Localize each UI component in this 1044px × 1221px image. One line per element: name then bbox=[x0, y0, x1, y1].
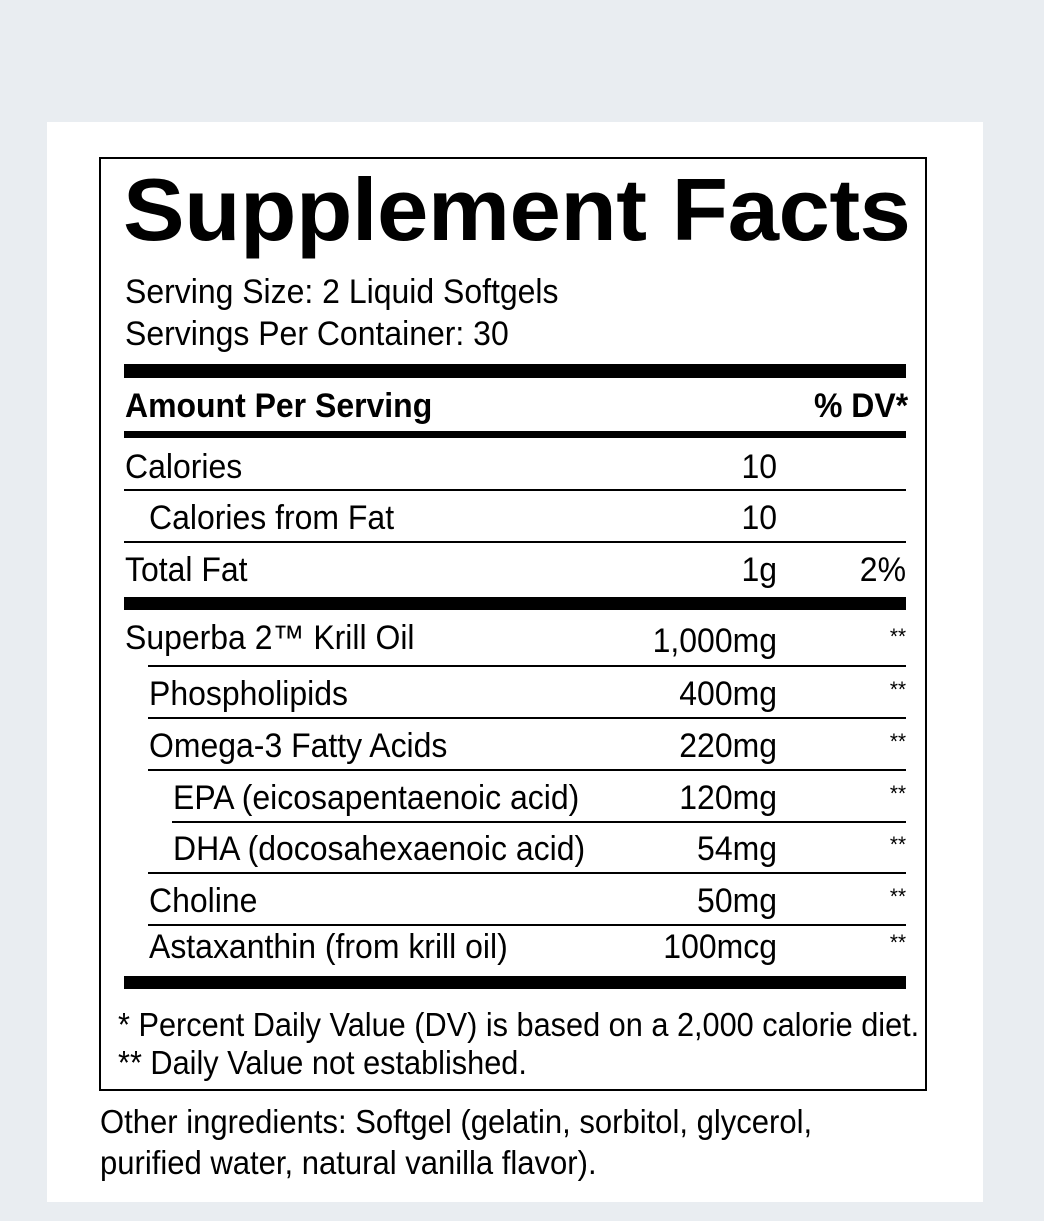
thick-divider-middle bbox=[124, 597, 906, 610]
ingredient-name-dha: DHA (docosahexaenoic acid) bbox=[173, 830, 586, 868]
ingredient-name-phospholipids: Phospholipids bbox=[149, 675, 349, 713]
medium-divider bbox=[124, 431, 906, 438]
row-divider bbox=[148, 769, 906, 771]
other-ingredients-line-2: purified water, natural vanilla flavor). bbox=[100, 1144, 597, 1181]
row-divider bbox=[148, 665, 906, 667]
ingredient-amount-epa: 120mg bbox=[679, 779, 777, 817]
ingredient-amount-dha: 54mg bbox=[697, 830, 777, 868]
ingredient-name-krill-oil: Superba 2™ Krill Oil bbox=[125, 619, 415, 657]
ingredient-dv-omega-3: ** bbox=[889, 729, 906, 754]
footnote-percent-dv: * Percent Daily Value (DV) is based on a 2,000 calorie diet. bbox=[118, 1006, 920, 1043]
nutrient-amount-calories: 10 bbox=[741, 448, 777, 486]
ingredient-amount-omega-3: 220mg bbox=[679, 727, 777, 765]
row-divider bbox=[148, 872, 906, 874]
nutrient-dv-total-fat: 2% bbox=[859, 551, 906, 589]
ingredient-name-epa: EPA (eicosapentaenoic acid) bbox=[173, 779, 580, 817]
amount-per-serving-header: Amount Per Serving bbox=[125, 387, 433, 425]
ingredient-dv-dha: ** bbox=[889, 832, 906, 857]
row-divider bbox=[172, 821, 906, 823]
thick-divider-bottom bbox=[124, 976, 906, 989]
percent-dv-header: % DV* bbox=[813, 387, 908, 425]
other-ingredients-line-1: Other ingredients: Softgel (gelatin, sorbitol, glycerol, bbox=[100, 1103, 813, 1140]
ingredient-dv-phospholipids: ** bbox=[889, 677, 906, 702]
row-divider bbox=[148, 717, 906, 719]
ingredient-dv-choline: ** bbox=[889, 884, 906, 909]
serving-size: Serving Size: 2 Liquid Softgels bbox=[125, 273, 559, 311]
ingredient-amount-phospholipids: 400mg bbox=[679, 675, 777, 713]
footnote-dv-not-established: ** Daily Value not established. bbox=[118, 1044, 527, 1081]
nutrient-amount-calories-from-fat: 10 bbox=[741, 499, 777, 537]
nutrient-name-total-fat: Total Fat bbox=[125, 551, 248, 589]
row-divider bbox=[124, 489, 906, 491]
ingredient-name-astaxanthin: Astaxanthin (from krill oil) bbox=[149, 928, 508, 966]
ingredient-amount-krill-oil: 1,000mg bbox=[652, 622, 777, 660]
ingredient-dv-epa: ** bbox=[889, 781, 906, 806]
ingredient-dv-astaxanthin: ** bbox=[889, 930, 906, 955]
ingredient-name-omega-3: Omega-3 Fatty Acids bbox=[149, 727, 448, 765]
servings-per-container: Servings Per Container: 30 bbox=[125, 315, 509, 353]
row-divider bbox=[148, 924, 906, 926]
ingredient-amount-choline: 50mg bbox=[697, 882, 777, 920]
nutrient-name-calories: Calories bbox=[125, 448, 243, 486]
label-title: Supplement Facts bbox=[123, 160, 911, 259]
ingredient-name-choline: Choline bbox=[149, 882, 258, 920]
ingredient-dv-krill-oil: ** bbox=[889, 624, 906, 649]
nutrient-name-calories-from-fat: Calories from Fat bbox=[149, 499, 395, 537]
row-divider bbox=[124, 541, 906, 543]
ingredient-amount-astaxanthin: 100mcg bbox=[663, 928, 777, 966]
nutrient-amount-total-fat: 1g bbox=[741, 551, 777, 589]
thick-divider-top bbox=[124, 364, 906, 378]
